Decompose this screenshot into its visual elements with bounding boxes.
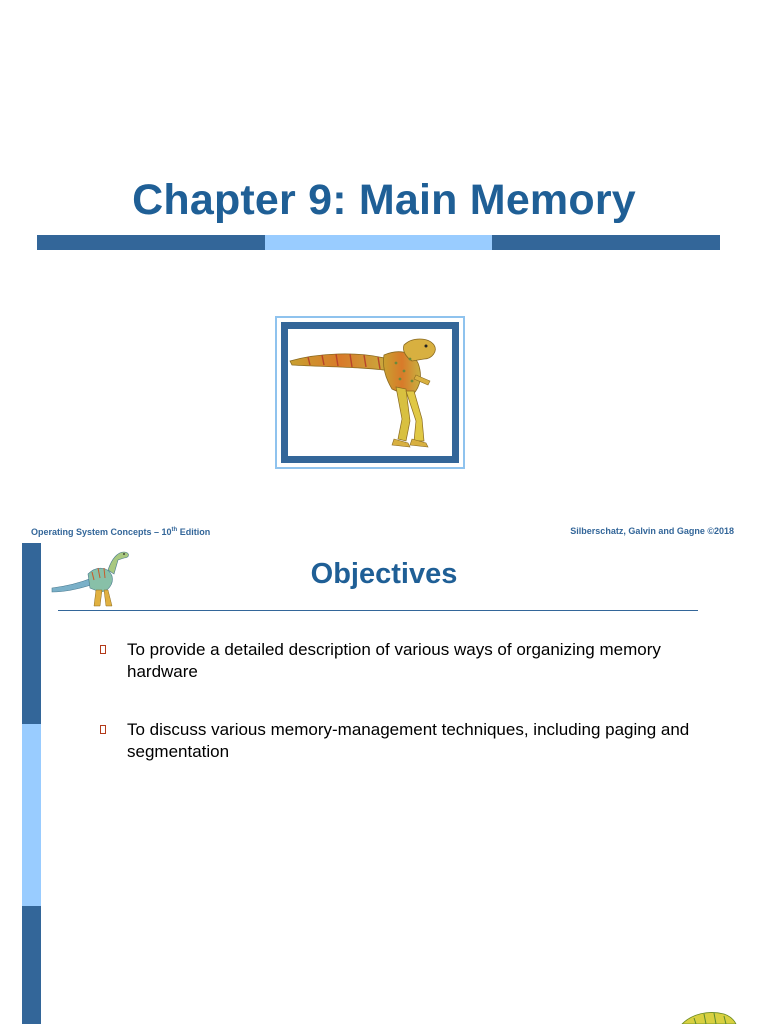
bullet-marker-icon: [100, 725, 106, 734]
side-bar-bottom: [22, 906, 41, 1024]
corner-dinosaur-icon: [678, 1008, 738, 1024]
side-bar-middle: [22, 724, 41, 906]
footer-book-title-prefix: Operating System Concepts – 10: [31, 527, 172, 537]
title-bar-middle: [265, 235, 492, 250]
footer-book-title-superscript: th: [171, 527, 178, 533]
bullet-text: To provide a detailed description of various ways of organizing memory hardware: [127, 640, 661, 681]
title-bar-left: [37, 235, 265, 250]
slide-title: Objectives: [310, 558, 458, 590]
bullet-text: To discuss various memory-management techniques, including paging and segmentation: [127, 720, 690, 761]
footer-book-title: [31, 527, 210, 537]
footer-authors: Silberschatz, Galvin and Gagne ©2018: [570, 526, 734, 536]
footer-book-title-suffix: Edition: [177, 527, 211, 537]
bullet-marker-icon: [100, 645, 106, 654]
chapter-title: Chapter 9: Main Memory: [132, 176, 636, 224]
title-bar-right: [492, 235, 720, 250]
dinosaur-image-panel: [281, 322, 459, 463]
dinosaur-icon: [288, 329, 450, 454]
dinosaur-image-frame: [275, 316, 465, 469]
title-underline: [58, 610, 698, 611]
